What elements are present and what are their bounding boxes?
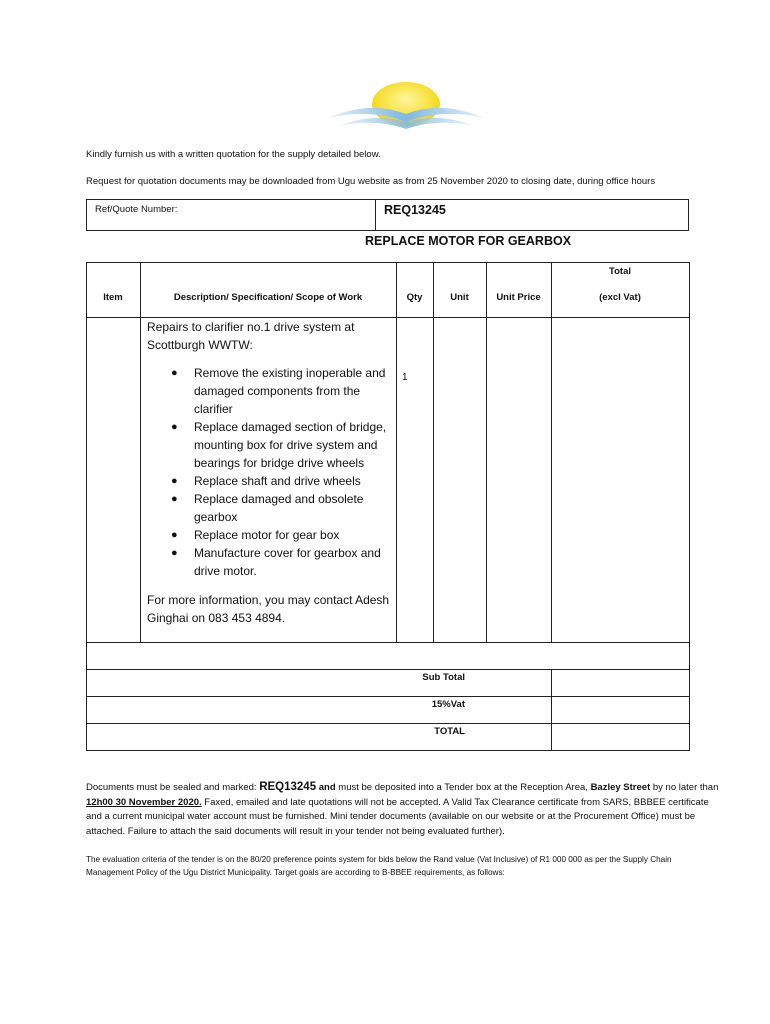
list-item: ● Manufacture cover for gearbox and drive motor.	[171, 546, 381, 578]
criteria-line-2: Management Policy of the Ugu District Municipality. Target goals are according to B-BBEE requirements, as follows:	[86, 868, 505, 877]
ugu-logo	[320, 78, 490, 138]
header-qty: Qty	[406, 292, 423, 303]
intro-line-1: Kindly furnish us with a written quotation for the supply detailed below.	[86, 149, 381, 160]
list-item: ● Replace motor for gear box	[171, 528, 340, 542]
ref-quote-label: Ref/Quote Number:	[95, 204, 178, 215]
scope-intro: Repairs to clarifier no.1 drive system at Scottburgh WWTW:	[147, 320, 355, 352]
list-item: ● Remove the existing inoperable and damaged components from the clarifier	[171, 366, 386, 416]
ref-quote-value: REQ13245	[384, 203, 446, 217]
ref-divider	[375, 200, 376, 230]
document-title: REPLACE MOTOR FOR GEARBOX	[365, 234, 572, 248]
bullet-icon: ●	[171, 367, 178, 379]
submission-instructions	[86, 780, 726, 839]
contact-info: For more information, you may contact Adesh Ginghai on 083 453 4894.	[147, 593, 390, 625]
bullet-icon: ●	[171, 547, 178, 559]
header-unit: Unit	[450, 292, 469, 303]
bullet-icon: ●	[171, 421, 178, 433]
header-total-excl-vat: (excl Vat)	[599, 292, 641, 303]
total-label: TOTAL	[434, 726, 465, 737]
bullet-icon: ●	[171, 475, 178, 487]
footer-line-3: and a current municipal water account must be furnished. Mini tender documents (available on our website or at the Procurement Office) must be	[86, 811, 696, 822]
scope-bullet-list	[147, 364, 392, 580]
bullet-icon: ●	[171, 493, 178, 505]
sub-total-label: Sub Total	[422, 672, 465, 683]
footer-ref-number: REQ13245	[259, 781, 317, 793]
header-total: Total	[609, 266, 631, 277]
footer-line-4: attached. Failure to attach the said documents will result in your tender not being evaluated further).	[86, 825, 505, 837]
list-item: ● Replace damaged section of bridge, mounting box for drive system and bearings for bridge drive wheels	[171, 420, 387, 470]
intro-line-2: Request for quotation documents may be downloaded from Ugu website as from 25 November 2020 to closing date, during office hours	[86, 176, 656, 187]
footer-line-2: 12h00 30 November 2020. Faxed, emailed and late quotations will not be accepted. A Valid Tax Clearance certificate from SARS, BBBEE certificate	[86, 796, 709, 808]
scope-description	[147, 318, 392, 627]
footer-street: Bazley Street	[590, 782, 651, 793]
ref-quote-box	[86, 199, 689, 231]
header-description: Description/ Specification/ Scope of Work	[173, 292, 363, 303]
evaluation-criteria	[86, 853, 716, 879]
vat-label: 15%Vat	[431, 699, 465, 710]
footer-deadline: 12h00 30 November 2020.	[86, 796, 202, 808]
header-unit-price: Unit Price	[496, 292, 541, 303]
qty-value: 1	[402, 372, 408, 383]
bullet-icon: ●	[171, 529, 178, 541]
list-item: ● Replace damaged and obsolete gearbox	[171, 492, 364, 524]
header-item: Item	[103, 292, 123, 303]
footer-line-1: Documents must be sealed and marked: REQ13245 and must be deposited into a Tender box at the Reception Area, Bazley Street by no later than	[86, 781, 719, 793]
list-item: ● Replace shaft and drive wheels	[171, 474, 361, 488]
criteria-line-1: The evaluation criteria of the tender is on the 80/20 preference points system for bids below the Rand value (Vat Inclusive) of R1 000 000 as per the Supply Chain	[86, 855, 672, 864]
